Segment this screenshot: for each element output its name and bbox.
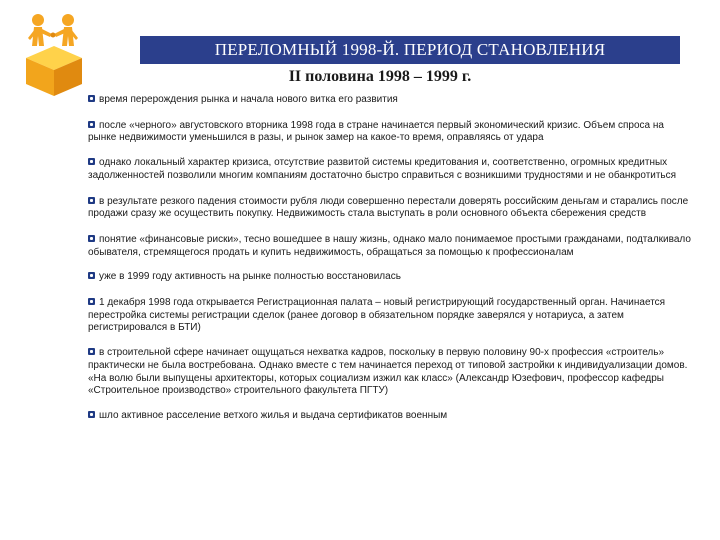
checkbox-bullet-icon [88, 197, 95, 204]
checkbox-bullet-icon [88, 298, 95, 305]
checkbox-bullet-icon [88, 121, 95, 128]
list-item: время перерождения рынка и начала нового витка его развития [88, 94, 692, 107]
checkbox-bullet-icon [88, 235, 95, 242]
list-item: в строительной сфере начинает ощущаться нехватка кадров, поскольку в первую половину 90-х профессия «строитель» практически не была востребована. Однако вместе с тем начинается переход от типовой застройки к индивидуализации домов. «На волю были выпущены архитекторы, которых социализм изжил как класс» (Александр Юзефович, профессор кафедры «Строительное производство» строительного факультета ПГТУ) [88, 347, 688, 397]
list-item: понятие «финансовые риски», тесно вошедшее в нашу жизнь, однако мало понимаемое простыми гражданами, подталкивало обывателя, стремящегося продать и купить недвижимость, обращаться за помощью к профессионалам [88, 233, 691, 258]
checkbox-bullet-icon [88, 272, 95, 279]
checkbox-bullet-icon [88, 158, 95, 165]
list-item: шло активное расселение ветхого жилья и выдача сертификатов военным [88, 410, 692, 423]
list-item: 1 декабря 1998 года открывается Регистрационная палата – новый регистрирующий государственный орган. Начинается перестройка системы регистрации сделок (ранее договор в обязательном порядке заверялся у нотариуса, а затем регистрировался в БТИ) [88, 297, 666, 334]
page-subtitle: II половина 1998 – 1999 г. [288, 68, 472, 85]
checkbox-bullet-icon [88, 411, 95, 418]
list-item: однако локальный характер кризиса, отсутствие развитой системы кредитования и, соответственно, огромных кредитных задолженностей позволили многим компаниям достаточно быстро справиться с возникшими трудностями и не обанкротиться [88, 157, 677, 181]
handshake-logo-icon [8, 6, 94, 98]
list-item: уже в 1999 году активность на рынке полностью восстановилась [88, 271, 692, 284]
list-item: в результате резкого падения стоимости рубля люди совершенно перестали доверять российским деньгам и старались после продажи сразу же осуществить покупку. Недвижимость стала выступать в роли основного объекта сбережения средств [88, 195, 689, 220]
list-item: после «черного» августовского вторника 1998 года в стране начинается первый экономический кризис. Объем спроса на рынке недвижимости уменьшился в разы, и рынок замер на какое-то время, оправляясь от удара [88, 119, 664, 144]
checkbox-bullet-icon [88, 348, 95, 355]
page-title: ПЕРЕЛОМНЫЙ 1998-Й. ПЕРИОД СТАНОВЛЕНИЯ [140, 36, 680, 64]
checkbox-bullet-icon [88, 95, 95, 102]
bullet-list [88, 94, 692, 423]
